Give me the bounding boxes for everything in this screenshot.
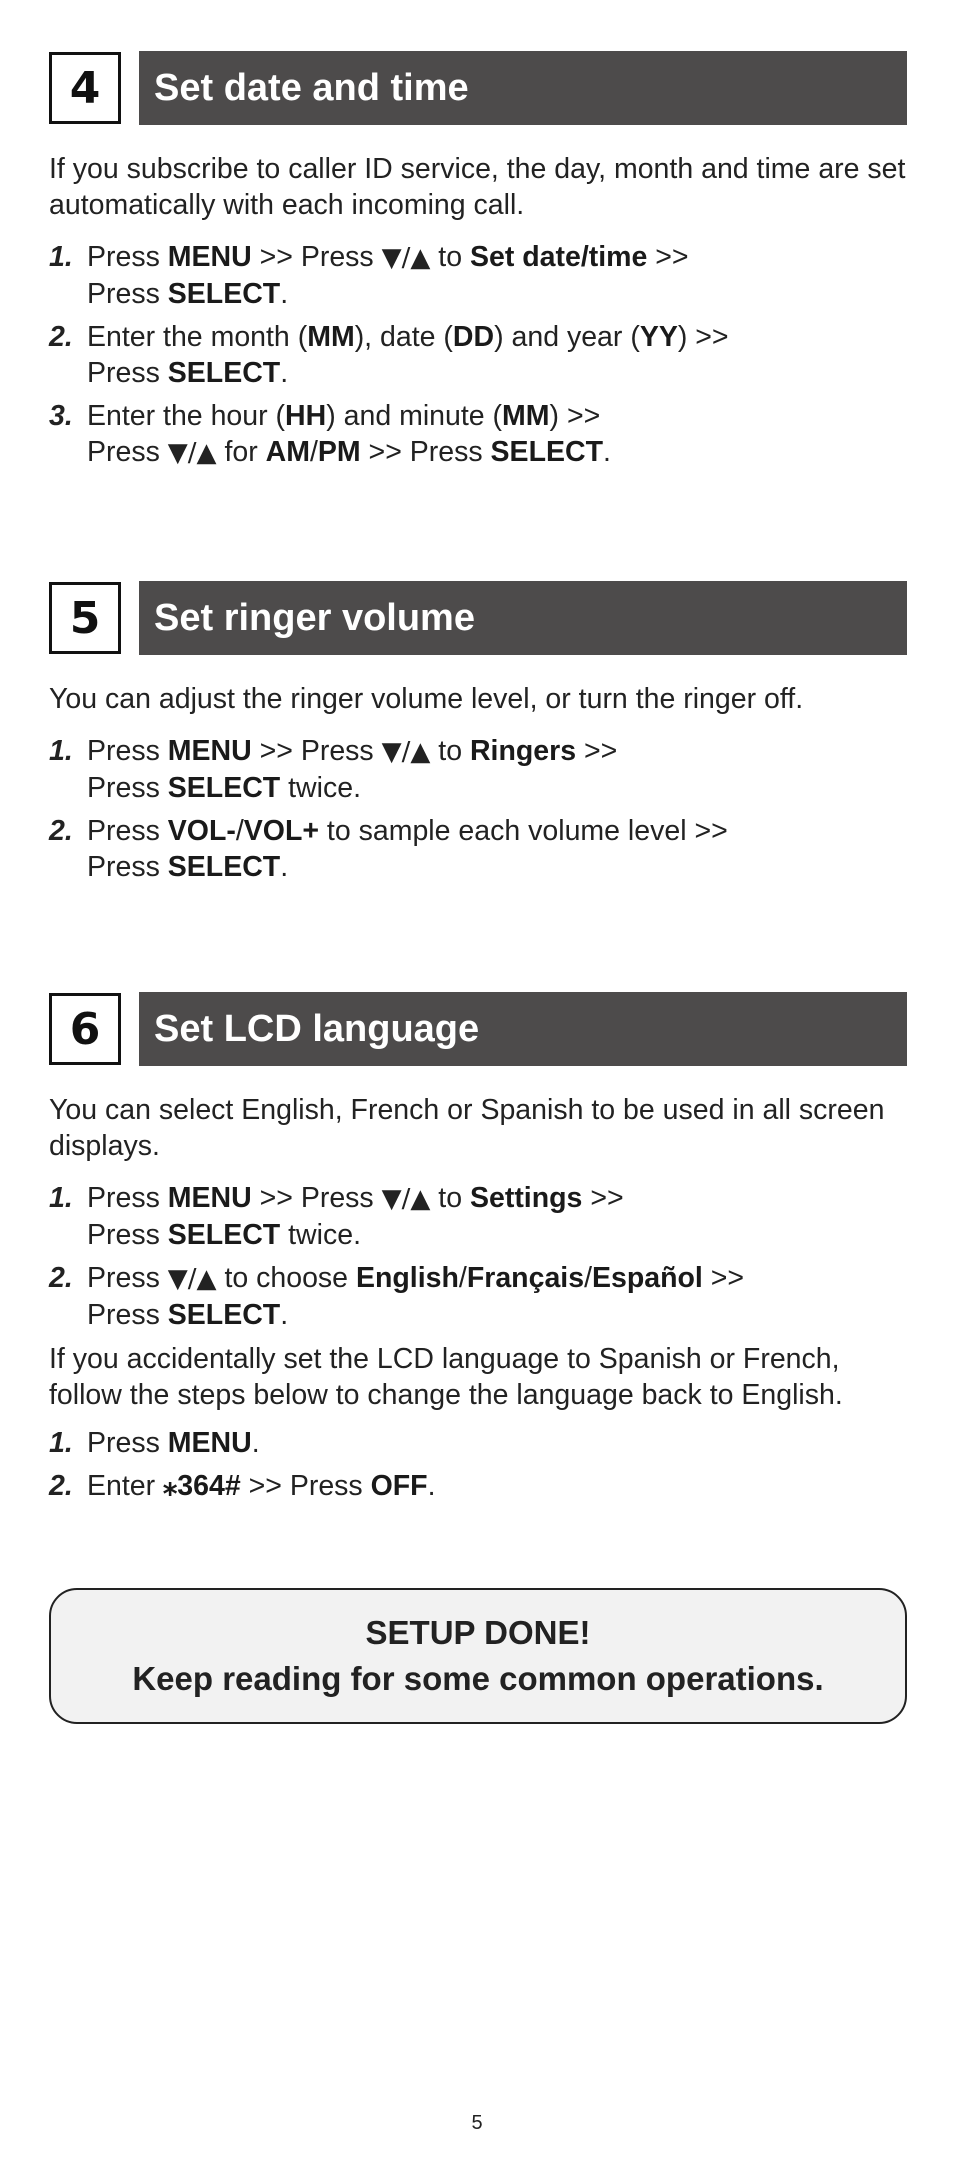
- step-number: 1.: [49, 1182, 73, 1214]
- page-number: 5: [471, 2112, 483, 2134]
- section-set-ringer-volume: [49, 579, 907, 892]
- section-title: Set ringer volume: [139, 581, 907, 655]
- step-item: [49, 1425, 907, 1461]
- step-number-badge: 4: [49, 52, 121, 124]
- step-item: [49, 239, 907, 312]
- step-item: [49, 319, 907, 391]
- step-item: [49, 733, 907, 806]
- section-intro: You can select English, French or Spanish to be used in all screen displays.: [49, 1094, 885, 1162]
- step-text: Enter the hour (HH) and minute (MM) >> Press ▼/▲ for AM/PM >> Press SELECT.: [87, 400, 611, 468]
- setup-done-heading: SETUP DONE!: [365, 1614, 591, 1651]
- section-title: Set date and time: [139, 51, 907, 125]
- section-intro: If you subscribe to caller ID service, the day, month and time are set automatically with each incoming call.: [49, 153, 906, 221]
- step-number: 2.: [49, 815, 73, 847]
- step-item: [49, 1468, 907, 1504]
- step-item: [49, 1260, 907, 1333]
- step-number: 2.: [49, 1470, 73, 1502]
- step-text: Enter the month (MM), date (DD) and year (YY) >> Press SELECT.: [87, 321, 729, 389]
- step-item: [49, 398, 907, 471]
- step-text: Press MENU >> Press ▼/▲ to Settings >> Press SELECT twice.: [87, 1182, 624, 1251]
- setup-done-subtext: Keep reading for some common operations.: [132, 1660, 824, 1697]
- steps-list: [49, 733, 907, 885]
- section-header: [49, 49, 907, 127]
- section-set-lcd-language: [49, 990, 907, 1511]
- steps-list: [49, 239, 907, 471]
- section-set-date-time: [49, 49, 907, 478]
- reset-steps-list: [49, 1425, 907, 1504]
- step-number: 2.: [49, 321, 73, 353]
- step-text: Enter ⁎364# >> Press OFF.: [87, 1470, 436, 1502]
- section-title: Set LCD language: [139, 992, 907, 1066]
- step-number: 1.: [49, 241, 73, 273]
- step-number: 1.: [49, 735, 73, 767]
- step-number: 2.: [49, 1262, 73, 1294]
- step-text: Press MENU.: [87, 1427, 260, 1459]
- step-text: Press MENU >> Press ▼/▲ to Set date/time >> Press SELECT.: [87, 241, 689, 310]
- setup-done-box: [49, 1588, 907, 1724]
- steps-list: [49, 1180, 907, 1333]
- language-reset-note: If you accidentally set the LCD language to Spanish or French, follow the steps below to change the language back to English.: [49, 1343, 843, 1411]
- section-header: [49, 579, 907, 657]
- step-text: Press MENU >> Press ▼/▲ to Ringers >> Press SELECT twice.: [87, 735, 618, 804]
- section-intro: You can adjust the ringer volume level, or turn the ringer off.: [49, 683, 804, 715]
- step-item: [49, 1180, 907, 1253]
- section-header: [49, 990, 907, 1068]
- step-number-badge: 6: [49, 993, 121, 1065]
- step-number: 1.: [49, 1427, 73, 1459]
- step-item: [49, 813, 907, 885]
- step-number: 3.: [49, 400, 73, 432]
- step-text: Press VOL-/VOL+ to sample each volume level >> Press SELECT.: [87, 815, 728, 883]
- step-number-badge: 5: [49, 582, 121, 654]
- step-text: Press ▼/▲ to choose English/Français/Español >> Press SELECT.: [87, 1262, 745, 1331]
